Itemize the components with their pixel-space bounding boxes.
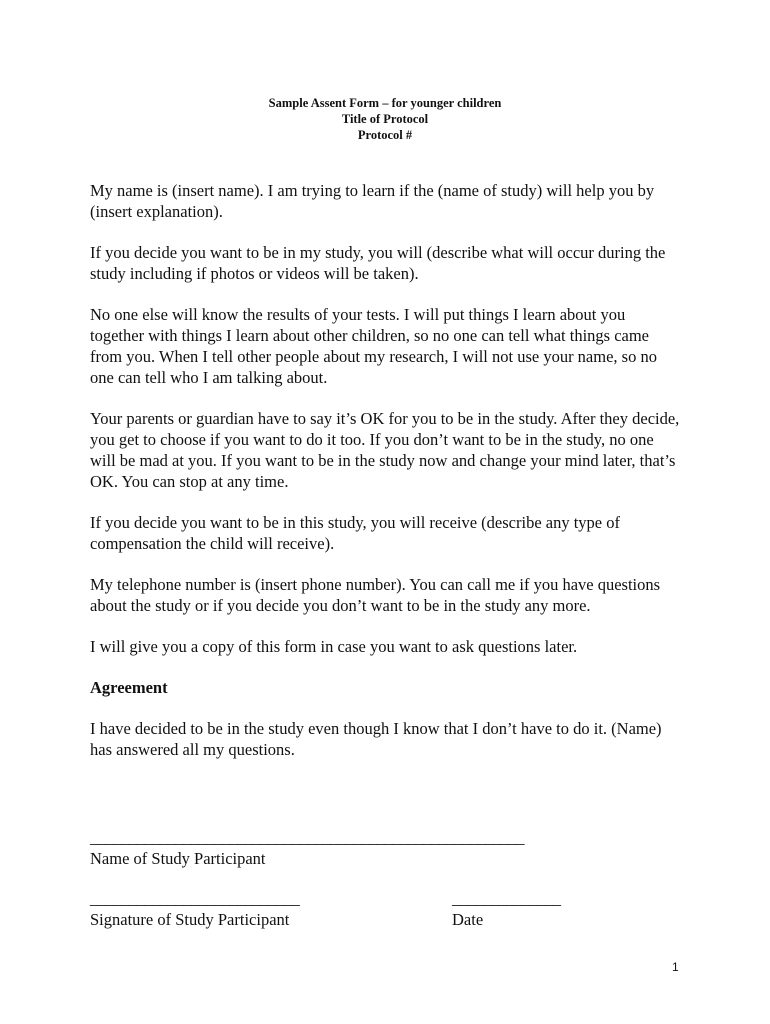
paragraph-procedures: If you decide you want to be in my study, you will (describe what will occur during the study including if photos or videos will be taken). [90, 243, 666, 283]
participant-name-label: Name of Study Participant [90, 849, 266, 868]
form-body [90, 180, 680, 780]
participant-name-block [90, 827, 524, 869]
paragraph-introduction: My name is (insert name). I am trying to learn if the (name of study) will help you by (insert explanation). [90, 181, 655, 221]
paragraph-permission: Your parents or guardian have to say it’s OK for you to be in the study. After they decide, you get to choose if you want to do it too. If you don’t want to be in the study, no one will be mad at you. If you want to be in the study now and change your mind later, that’s OK. You can stop at any time. [90, 409, 680, 491]
date-block [452, 888, 561, 930]
agreement-heading: Agreement [90, 678, 168, 697]
protocol-title: Title of Protocol [341, 112, 429, 126]
protocol-number: Protocol # [357, 128, 413, 142]
date-label: Date [452, 910, 484, 929]
paragraph-contact: My telephone number is (insert phone number). You can call me if you have questions about the study or if you decide you don’t want to be in the study any more. [90, 575, 661, 615]
form-title: Sample Assent Form – for younger children [268, 96, 502, 110]
paragraph-compensation: If you decide you want to be in this study, you will receive (describe any type of compensation the child will receive). [90, 513, 620, 553]
date-line[interactable]: ______________ [452, 889, 561, 908]
paragraph-copy: I will give you a copy of this form in case you want to ask questions later. [90, 637, 578, 656]
participant-signature-label: Signature of Study Participant [90, 910, 290, 929]
page-number: 1 [672, 960, 679, 974]
participant-name-line[interactable]: ________________________________________________________ [90, 828, 524, 847]
form-header [0, 95, 770, 143]
paragraph-confidentiality: No one else will know the results of your tests. I will put things I learn about you together with things I learn about other children, so no one can tell what things came from you. When I tell other people about my research, I will not use your name, so no one can tell who I am talking about. [90, 305, 657, 387]
participant-signature-line[interactable]: ___________________________ [90, 889, 300, 908]
participant-signature-block [90, 888, 299, 930]
agreement-text: I have decided to be in the study even though I know that I don’t have to do it. (Name) has answered all my questions. [90, 719, 662, 759]
